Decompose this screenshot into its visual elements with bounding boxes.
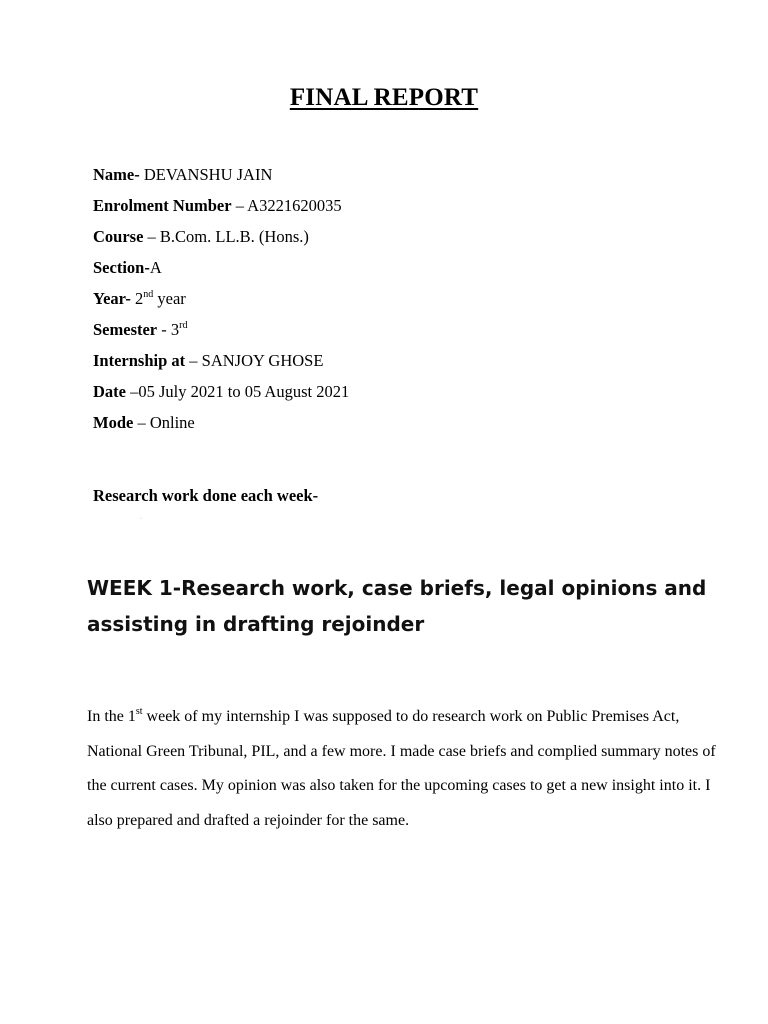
mode-value: – Online <box>133 413 195 432</box>
info-name <box>93 163 349 194</box>
info-enrolment <box>93 194 349 225</box>
semester-label: Semester <box>93 320 158 339</box>
week1-paragraph-body: week of my internship I was supposed to do research work on Public Premises Act, National Green Tribunal, PIL, and a few more. I made case briefs and complied summary notes of the current cases. My opinion was also taken for the upcoming cases to get a new insight into it. I also prepared and drafted a rejoinder for the same. <box>87 708 716 829</box>
semester-value: - 3 <box>157 320 180 339</box>
semester-superscript: rd <box>179 320 188 331</box>
internship-value: – SANJOY GHOSE <box>185 351 324 370</box>
week1-paragraph-superscript: st <box>135 706 143 717</box>
section-label: Section- <box>93 258 150 277</box>
week1-paragraph-start: In the 1 <box>87 708 136 725</box>
info-section <box>93 256 349 287</box>
stray-mark: · <box>140 516 142 522</box>
name-label: Name- <box>93 165 140 184</box>
year-superscript: nd <box>143 289 154 300</box>
info-mode <box>93 411 349 442</box>
year-label: Year- <box>93 289 131 308</box>
year-value: 2 <box>130 289 144 308</box>
info-internship <box>93 349 349 380</box>
course-label: Course <box>93 227 144 246</box>
date-value: –05 July 2021 to 05 August 2021 <box>125 382 350 401</box>
info-year <box>93 287 349 318</box>
document-title: FINAL REPORT <box>289 84 479 111</box>
internship-label: Internship at <box>93 351 186 370</box>
info-date <box>93 380 349 411</box>
enrolment-label: Enrolment Number <box>93 196 232 215</box>
course-value: – B.Com. LL.B. (Hons.) <box>143 227 309 246</box>
info-semester <box>93 318 349 349</box>
name-value: DEVANSHU JAIN <box>139 165 273 184</box>
week1-heading: WEEK 1-Research work, case briefs, legal opinions and assisting in drafting rejoinder <box>87 576 707 636</box>
year-value-suffix: year <box>153 289 186 308</box>
section-value: A <box>149 258 162 277</box>
student-info-list <box>93 163 349 442</box>
enrolment-value: – A3221620035 <box>231 196 342 215</box>
date-label: Date <box>93 382 126 401</box>
info-course <box>93 225 349 256</box>
week1-paragraph <box>87 700 717 838</box>
mode-label: Mode <box>93 413 134 432</box>
research-work-heading: Research work done each week- <box>93 486 319 505</box>
